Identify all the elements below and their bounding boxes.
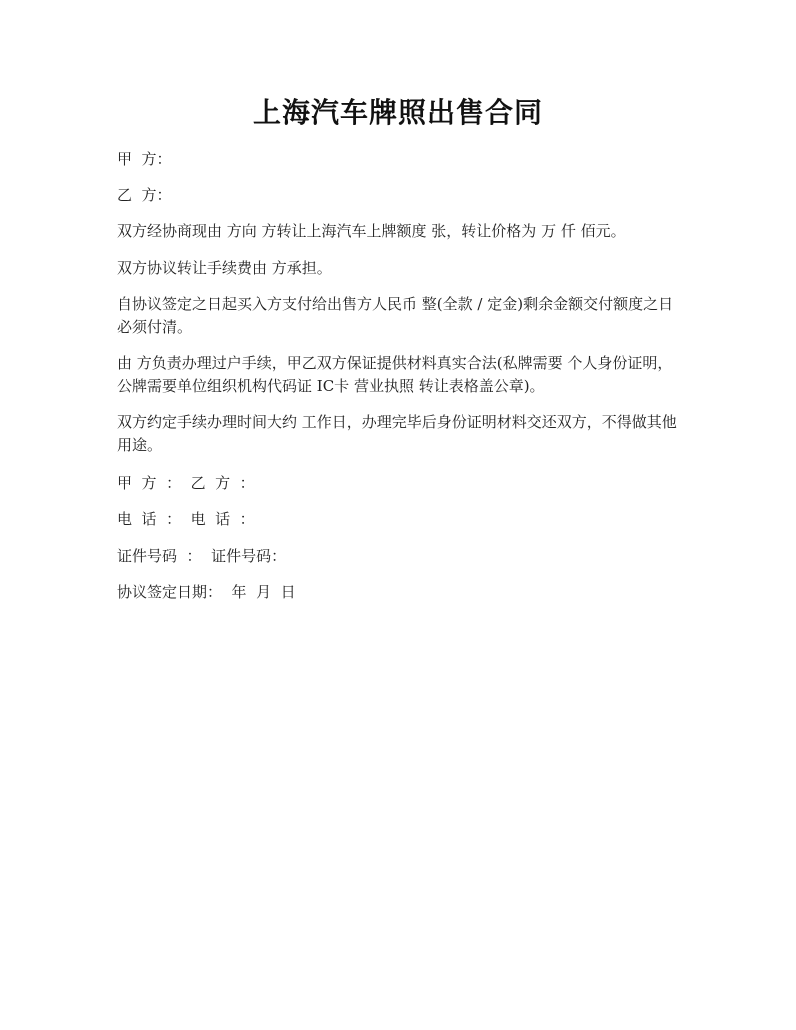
signing-date-line: 协议签定日期： 年 月 日 xyxy=(117,583,296,601)
phone-line: 电 话 ： 电 话 ： xyxy=(117,510,255,528)
party-a-line: 甲 方： xyxy=(117,150,172,168)
contract-title: 上海汽车牌照出售合同 xyxy=(252,96,543,129)
id-number-line: 证件号码 ： 证件号码： xyxy=(117,547,287,565)
transfer-clause: 双方经协商现由 方向 方转让上海汽车上牌额度 张，转让价格为 万 仟 佰元。 xyxy=(117,222,626,240)
fee-clause: 双方协议转让手续费由 方承担。 xyxy=(117,259,332,277)
signature-parties-line: 甲 方 ： 乙 方 ： xyxy=(117,474,255,492)
transfer-procedure-clause: 由 方负责办理过户手续，甲乙双方保证提供材料真实合法(私牌需要 个人身份证明，公牌需要单位组织机构代码证 IC卡 营业执照 转让表格盖公章)。 xyxy=(117,354,673,395)
party-b-line: 乙 方： xyxy=(117,186,172,204)
timeline-clause: 双方约定手续办理时间大约 工作日，办理完毕后身份证明材料交还双方，不得做其他用途。 xyxy=(117,413,677,454)
payment-clause: 自协议签定之日起买入方支付给出售方人民币 整(全款 / 定金)剩余金额交付额度之日必须付清。 xyxy=(117,295,674,336)
